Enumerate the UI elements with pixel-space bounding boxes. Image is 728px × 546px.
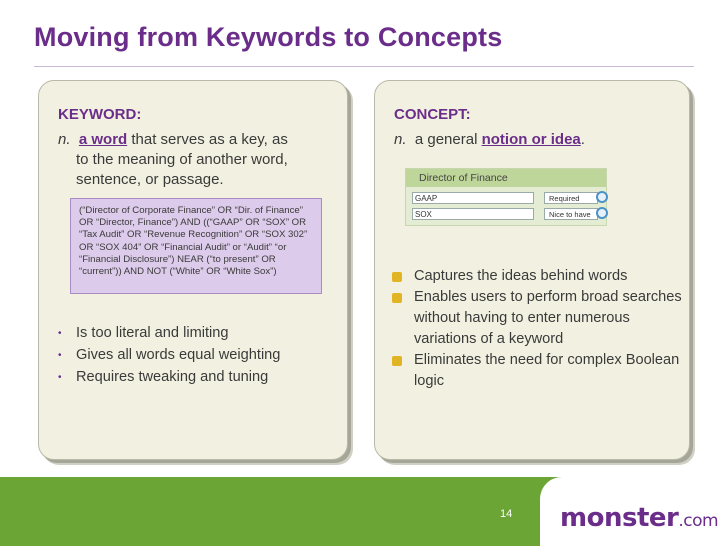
keyword-def-line1: that serves as a key, as — [131, 131, 288, 148]
concept-bullet: Captures the ideas behind words — [392, 266, 682, 287]
concept-bullet: Eliminates the need for complex Boolean logic — [392, 350, 682, 392]
widget-row — [412, 192, 602, 206]
refresh-icon[interactable] — [596, 191, 608, 203]
keyword-bullet: • Requires tweaking and tuning — [58, 369, 269, 385]
keyword-definition — [58, 130, 340, 190]
concept-bullet: Enables users to perform broad searches without having to enter numerous variations of a keyword — [392, 287, 682, 350]
bullet-dot-icon: • — [58, 349, 62, 361]
keyword-bullet: • Is too literal and limiting — [58, 325, 229, 341]
concept-search-widget — [405, 168, 607, 226]
bullet-square-icon — [392, 272, 402, 282]
concept-heading: CONCEPT: — [394, 106, 471, 123]
keyword-bullet: • Gives all words equal weighting — [58, 347, 281, 363]
widget-row — [412, 208, 602, 222]
concept-pos: n. — [394, 131, 407, 148]
concept-field[interactable]: SOX — [412, 208, 534, 220]
bullet-square-icon — [392, 293, 402, 303]
boolean-query-box: (“Director of Corporate Finance” OR “Dir. of Finance” OR “Director, Finance”) AND ((“GAAP” OR “SOX” OR “Tax Audit” OR “Revenue Recognition” OR “SOX 302” OR “SOX 404” OR “Financial Audit” or “Audit” “or “Financial Disclosure”) NEAR (“to present” OR “current”)) AND NOT (“White” OR “White Sox”) — [70, 198, 322, 294]
widget-header: Director of Finance — [406, 169, 606, 187]
keyword-term: a word — [78, 131, 128, 148]
bullet-square-icon — [392, 356, 402, 366]
keyword-def-line2: to the meaning of another word, — [76, 151, 288, 168]
monster-logo: monster.com — [560, 503, 719, 533]
slide-title: Moving from Keywords to Concepts — [34, 22, 503, 52]
page-number: 14 — [500, 508, 513, 520]
importance-select[interactable]: Required — [544, 192, 598, 204]
refresh-icon[interactable] — [596, 207, 608, 219]
bullet-dot-icon: • — [58, 371, 62, 383]
concept-definition: n. a general notion or idea. — [394, 131, 585, 148]
title-divider — [34, 66, 694, 67]
importance-select[interactable]: Nice to have — [544, 208, 598, 220]
keyword-bullet-list — [58, 322, 344, 388]
keyword-heading: KEYWORD: — [58, 106, 142, 123]
bullet-dot-icon: • — [58, 327, 62, 339]
concept-bullet-list — [392, 266, 682, 392]
keyword-def-line3: sentence, or passage. — [76, 171, 224, 188]
keyword-pos: n. — [58, 131, 71, 148]
concept-term: notion or idea — [481, 131, 581, 148]
concept-field[interactable]: GAAP — [412, 192, 534, 204]
